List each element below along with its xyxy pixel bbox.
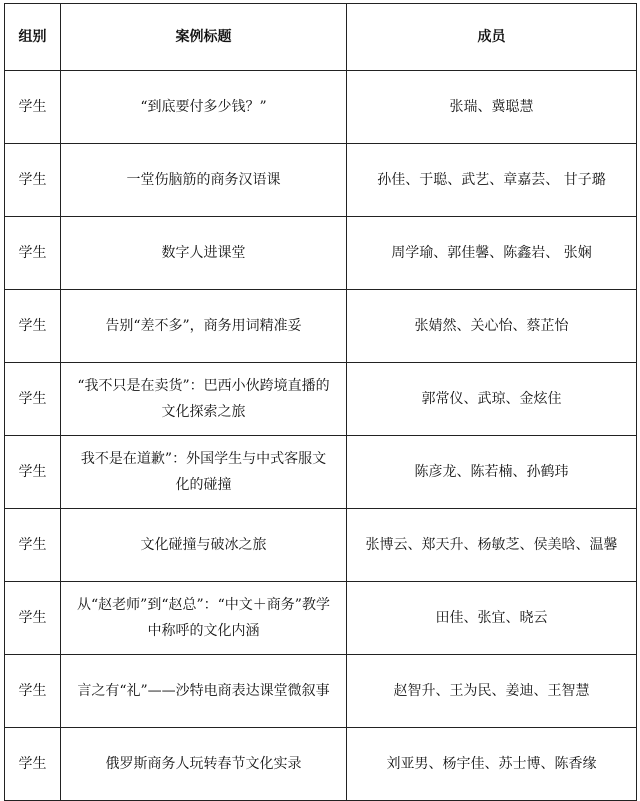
table-row xyxy=(5,509,637,582)
header-title: 案例标题 xyxy=(61,4,347,71)
title-cell: 一堂伤脑筋的商务汉语课 xyxy=(61,144,347,217)
table-row xyxy=(5,290,637,363)
title-cell: 言之有“礼”——沙特电商表达课堂微叙事 xyxy=(61,655,347,728)
members-cell: 田佳、张宜、晓云 xyxy=(347,582,637,655)
header-row xyxy=(5,4,637,71)
group-cell: 学生 xyxy=(5,728,61,801)
title-cell: 俄罗斯商务人玩转春节文化实录 xyxy=(61,728,347,801)
group-cell: 学生 xyxy=(5,436,61,509)
title-cell: “我不只是在卖货”：巴西小伙跨境直播的文化探索之旅 xyxy=(61,363,347,436)
members-cell: 张婧然、关心怡、蔡芷怡 xyxy=(347,290,637,363)
group-cell: 学生 xyxy=(5,144,61,217)
members-cell: 张瑞、冀聪慧 xyxy=(347,71,637,144)
table-row xyxy=(5,363,637,436)
members-cell: 孙佳、于聪、武艺、章嘉芸、 甘子璐 xyxy=(347,144,637,217)
title-cell: 从“赵老师”到“赵总”：“中文＋商务”教学中称呼的文化内涵 xyxy=(61,582,347,655)
group-cell: 学生 xyxy=(5,217,61,290)
header-members: 成员 xyxy=(347,4,637,71)
group-cell: 学生 xyxy=(5,71,61,144)
header-group: 组别 xyxy=(5,4,61,71)
table-row xyxy=(5,436,637,509)
table-row xyxy=(5,217,637,290)
members-cell: 张博云、郑天升、杨敏芝、侯美晗、温馨 xyxy=(347,509,637,582)
title-cell: 数字人进课堂 xyxy=(61,217,347,290)
table-row xyxy=(5,71,637,144)
table-row xyxy=(5,655,637,728)
members-cell: 赵智升、王为民、姜迪、王智慧 xyxy=(347,655,637,728)
members-cell: 刘亚男、杨宇佳、苏士博、陈香缘 xyxy=(347,728,637,801)
title-cell: 我不是在道歉”：外国学生与中式客服文化的碰撞 xyxy=(61,436,347,509)
members-cell: 周学瑜、郭佳馨、陈鑫岩、 张娴 xyxy=(347,217,637,290)
members-cell: 陈彦龙、陈若楠、孙鹤玮 xyxy=(347,436,637,509)
group-cell: 学生 xyxy=(5,509,61,582)
table-row xyxy=(5,728,637,801)
title-cell: 文化碰撞与破冰之旅 xyxy=(61,509,347,582)
group-cell: 学生 xyxy=(5,582,61,655)
group-cell: 学生 xyxy=(5,290,61,363)
case-roster-table xyxy=(4,3,637,801)
table-row xyxy=(5,582,637,655)
title-cell: 告别“差不多”，商务用词精准妥 xyxy=(61,290,347,363)
table-row xyxy=(5,144,637,217)
group-cell: 学生 xyxy=(5,363,61,436)
group-cell: 学生 xyxy=(5,655,61,728)
members-cell: 郭常仪、武琼、金炫住 xyxy=(347,363,637,436)
title-cell: “到底要付多少钱？” xyxy=(61,71,347,144)
